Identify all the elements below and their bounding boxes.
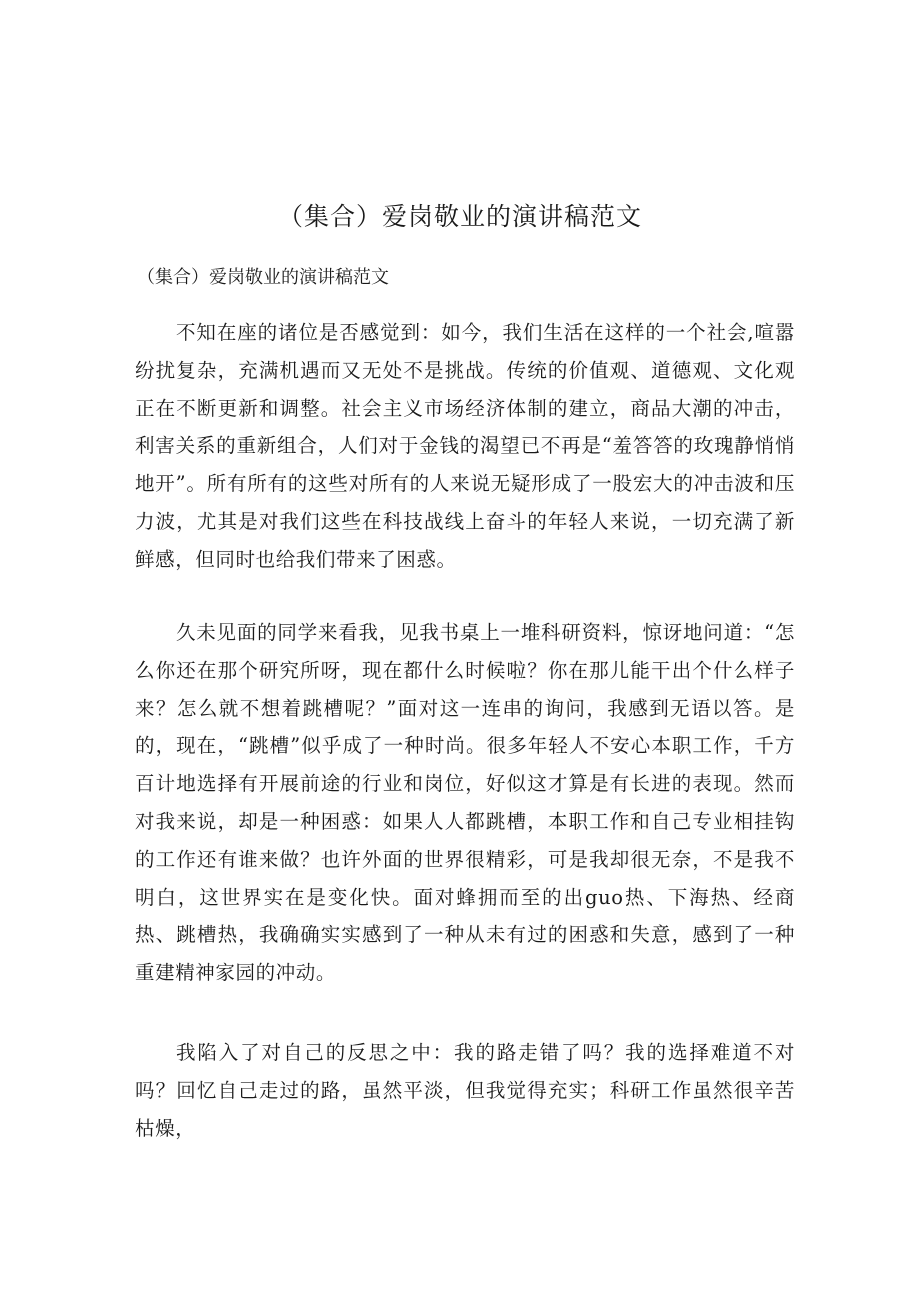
document-title: （集合）爱岗敬业的演讲稿范文 [277, 202, 642, 231]
paragraph-3: 我陷入了对自己的反思之中：我的路走错了吗？我的选择难道不对吗？回忆自己走过的路，虽然平淡，但我觉得充实；科研工作虽然很辛苦枯燥， [135, 1041, 795, 1140]
document-subtitle: （集合）爱岗敬业的演讲稿范文 [137, 267, 389, 288]
paragraph-1: 不知在座的诸位是否感觉到：如今，我们生活在这样的一个社会,喧嚣纷扰复杂，充满机遇而又无处不是挑战。传统的价值观、道德观、文化观正在不断更新和调整。社会主义市场经济体制的建立，商品大潮的冲击，利害关系的重新组合，人们对于金钱的渴望已不再是“羞答答的玫瑰静悄悄地开”。所有所有的这些对所有的人来说无疑形成了一股宏大的冲击波和压力波，尤其是对我们这些在科技战线上奋斗的年轻人来说，一切充满了新鲜感，但同时也给我们带来了困惑。 [135, 321, 795, 571]
paragraph-2: 久未见面的同学来看我，见我书桌上一堆科研资料，惊讶地问道：“怎么你还在那个研究所呀，现在都什么时候啦？你在那儿能干出个什么样子来？怎么就不想着跳槽呢？”面对这一连串的询问，我感到无语以答。是的，现在，“跳槽”似乎成了一种时尚。很多年轻人不安心本职工作，千方百计地选择有开展前途的行业和岗位，好似这才算是有长进的表现。然而对我来说，却是一种困惑：如果人人都跳槽，本职工作和自己专业相挂钩的工作还有谁来做？也许外面的世界很精彩，可是我却很无奈，不是我不明白，这世界实在是变化快。面对蜂拥而至的出guo热、下海热、经商热、跳槽热，我确确实实感到了一种从未有过的困惑和失意，感到了一种重建精神家园的冲动。 [135, 621, 795, 985]
